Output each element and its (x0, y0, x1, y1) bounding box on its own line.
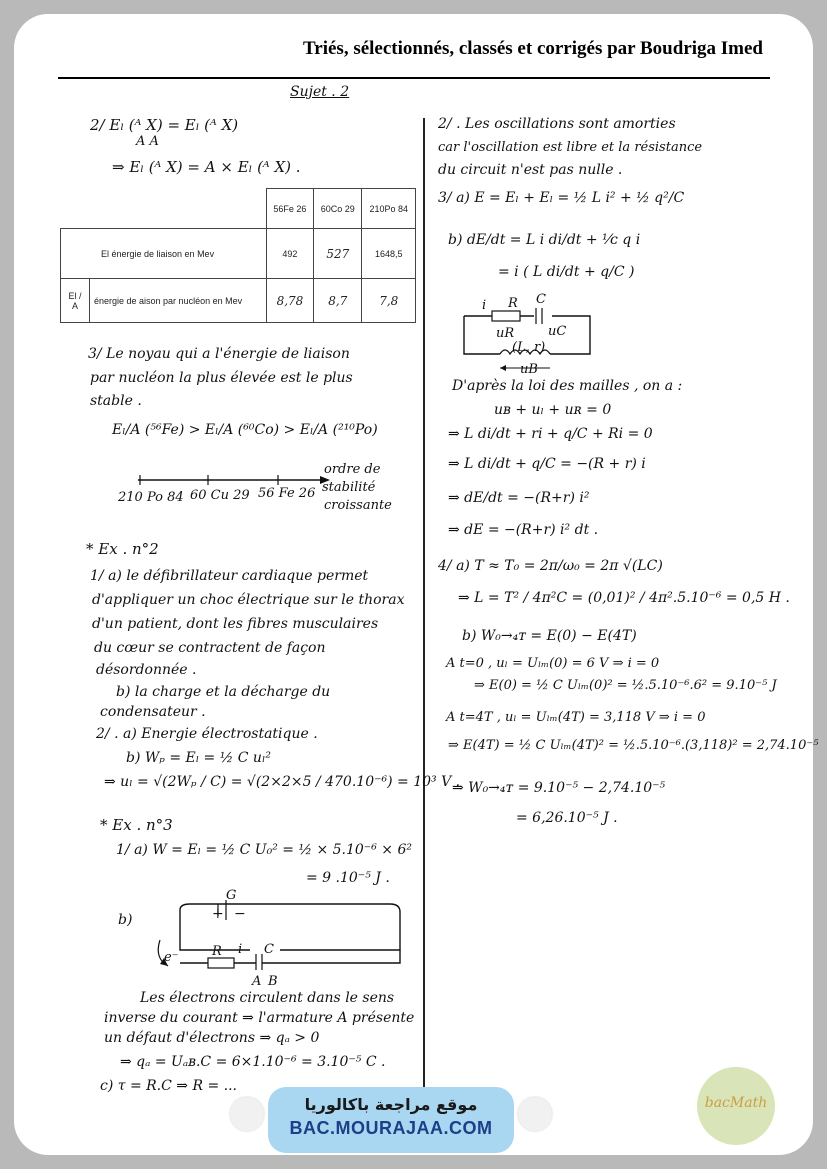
nuclide-fe: 56Fe 26 (266, 189, 313, 229)
axis-tick-co: 60 Cu 29 (190, 488, 250, 503)
binding-energy-po: 1648,5 (362, 229, 416, 279)
ex2-line4: du cœur se contractent de façon (94, 640, 326, 656)
q3-inequality: Eₗ/A (⁵⁶Fe) > Eₗ/A (⁶⁰Co) > Eₗ/A (²¹⁰Po) (112, 422, 378, 438)
right-line10: ⇒ L di/dt + q/C = −(R + r) i (448, 456, 646, 472)
axis-tick-fe: 56 Fe 26 (258, 486, 316, 501)
q2-formula-line2: ⇒ Eₗ (ᴬ X) = A × Eₗ (ᴬ X) . (112, 158, 301, 176)
right-line15: b) W₀→₄ᴛ = E(0) − E(4T) (462, 628, 637, 644)
right-line8: uʙ + uₗ + uʀ = 0 (494, 402, 612, 418)
right-line19: ⇒ E(4T) = ½ C Uₗₘ(4T)² = ½.5.10⁻⁶.(3,118)² = 2,74.10⁻⁵ (448, 738, 819, 753)
bacmath-logo (697, 1067, 775, 1145)
ex2-line7: condensateur . (100, 704, 206, 720)
row-binding-energy-label: El énergie de liaison en Mev (61, 229, 267, 279)
rc-label-uR: uR (496, 326, 515, 341)
right-line3: du circuit n'est pas nulle . (438, 162, 623, 178)
ex2-line5: désordonnée . (96, 662, 197, 678)
table-corner (61, 189, 267, 229)
row-per-nucleon-label: énergie de aison par nucléon en Mev (90, 279, 267, 323)
axis-label-stability: stabilité (322, 480, 376, 495)
site-logo-left (230, 1097, 264, 1131)
q3-line1: 3/ Le noyau qui a l'énergie de liaison (88, 346, 350, 362)
ex2-line1: 1/ a) le défibrillateur cardiaque permet (90, 568, 369, 584)
rc-label-Lr: (L, r) (512, 340, 546, 355)
binding-energy-co: 527 (314, 229, 362, 279)
header-title: Triés, sélectionnés, classés et corrigés par Boudriga Imed (303, 38, 763, 59)
axis-label-order: ordre de (324, 462, 381, 477)
right-line16: A t=0 , uₗ = Uₗₘ(0) = 6 V ⇒ i = 0 (446, 656, 660, 671)
nuclide-co: 60Co 29 (314, 189, 362, 229)
nuclide-po: 210Po 84 (362, 189, 416, 229)
q3-line2: par nucléon la plus élevée est le plus (90, 370, 353, 386)
right-line2: car l'oscillation est libre et la résistance (438, 140, 703, 155)
footer-badge[interactable] (268, 1087, 514, 1153)
right-line5: b) dE/dt = L i di/dt + ¹⁄ᴄ q i (448, 232, 641, 248)
q2-formula-line1b: A A (136, 134, 159, 149)
row-per-nucleon-symbol: El / A (61, 279, 90, 323)
ex3-title: * Ex . n°3 (100, 816, 173, 834)
bacmath-logo-text: bacMath (704, 1095, 768, 1111)
q3-line3: stable . (90, 393, 142, 409)
sujet-label: Sujet . 2 (290, 84, 350, 100)
right-line12: ⇒ dE = −(R+r) i² dt . (448, 522, 599, 538)
axis-tick-po: 210 Po 84 (118, 490, 184, 505)
ex3-line7: c) τ = R.C ⇒ R = ... (100, 1078, 237, 1094)
rc-label-uB: uB (520, 362, 538, 377)
right-line11: ⇒ dE/dt = −(R+r) i² (448, 490, 590, 506)
ex3-line1: 1/ a) W = Eₗ = ½ C U₀² = ½ × 5.10⁻⁶ × 6² (116, 842, 412, 858)
binding-energy-table (60, 188, 416, 323)
q2-formula-line1: 2/ Eₗ (ᴬ X) = Eₗ (ᴬ X) (90, 116, 239, 134)
circuit-generator: G (226, 888, 237, 903)
circuit-R: R (212, 944, 222, 959)
right-line9: ⇒ L di/dt + ri + q/C + Ri = 0 (448, 426, 653, 442)
site-logo-right (518, 1097, 552, 1131)
right-line4: 3/ a) E = Eₗ + Eₗ = ½ L i² + ½ q²/C (438, 190, 685, 206)
circuit-minus: − (234, 906, 246, 922)
circuit-B: B (268, 974, 278, 989)
right-line17: ⇒ E(0) = ½ C Uₗₘ(0)² = ½.5.10⁻⁶.6² = 9.10⁻⁵ J (474, 678, 777, 693)
ex2-line2: d'appliquer un choc électrique sur le thorax (92, 592, 405, 608)
ex2-line8: 2/ . a) Energie électrostatique . (96, 726, 318, 742)
right-line14: ⇒ L = T² / 4π²C = (0,01)² / 4π².5.10⁻⁶ = 0,5 H . (458, 590, 790, 606)
per-nucleon-co: 8,7 (314, 279, 362, 323)
rc-label-uC: uC (548, 324, 567, 339)
right-line21: = 6,26.10⁻⁵ J . (516, 810, 618, 826)
circuit-i: i (238, 942, 243, 957)
right-line6: = i ( L di/dt + q/C ) (498, 264, 635, 280)
circuit-electron: e⁻ (164, 950, 179, 965)
circuit-A: A (252, 974, 262, 989)
ex3-line2: = 9 .10⁻⁵ J . (306, 870, 390, 886)
circuit-plus: + (212, 906, 224, 922)
axis-label-increasing: croissante (324, 498, 392, 513)
ex3-line6: ⇒ qₐ = Uₐʙ.C = 6×1.10⁻⁶ = 3.10⁻⁵ C . (120, 1054, 386, 1070)
circuit-C: C (264, 942, 274, 957)
ex2-line6: b) la charge et la décharge du (116, 684, 331, 700)
ex2-line10: ⇒ uₗ = √(2Wₚ / C) = √(2×2×5 / 470.10⁻⁶) = 10³ V . (104, 774, 461, 790)
right-line1: 2/ . Les oscillations sont amorties (438, 116, 676, 132)
right-line20: ⇒ W₀→₄ᴛ = 9.10⁻⁵ − 2,74.10⁻⁵ (452, 780, 666, 796)
ex3-line3: Les électrons circulent dans le sens (140, 990, 395, 1006)
header-rule (58, 77, 770, 79)
ex2-line9: b) Wₚ = Eₗ = ½ C uₗ² (126, 750, 271, 766)
per-nucleon-fe: 8,78 (266, 279, 313, 323)
footer-site-url[interactable]: BAC.MOURAJAA.COM (289, 1118, 493, 1138)
right-line7: D'après la loi des mailles , on a : (452, 378, 683, 394)
right-line13: 4/ a) T ≈ T₀ = 2π/ω₀ = 2π √(LC) (438, 558, 663, 574)
rc-label-C: C (536, 292, 546, 307)
ex3-line5: un défaut d'électrons ⇒ qₐ > 0 (104, 1030, 320, 1046)
ex2-line3: d'un patient, dont les fibres musculaires (92, 616, 379, 632)
per-nucleon-po: 7,8 (362, 279, 416, 323)
right-line18: A t=4T , uₗ = Uₗₘ(4T) = 3,118 V ⇒ i = 0 (446, 710, 706, 725)
circuit-diagram-left (150, 900, 430, 990)
ex2-title: * Ex . n°2 (86, 540, 159, 558)
rc-label-i: i (482, 298, 487, 313)
ex3-line4: inverse du courant ⇒ l'armature A présente (104, 1010, 415, 1026)
footer-site-name: موقع مراجعة باكالوريا (304, 1095, 478, 1114)
ex3-part-b: b) (118, 912, 133, 928)
binding-energy-fe: 492 (266, 229, 313, 279)
rc-label-R: R (508, 296, 518, 311)
